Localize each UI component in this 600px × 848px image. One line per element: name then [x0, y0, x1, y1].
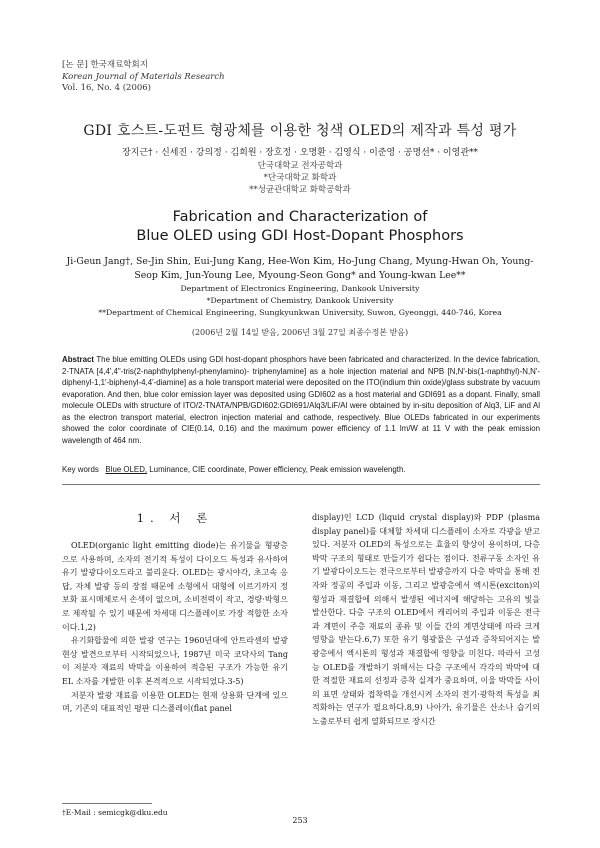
affiliation-en: *Department of Chemistry, Dankook University — [206, 296, 394, 305]
journal-name-ko: [논 문] 한국재료학회지 — [62, 60, 148, 70]
affiliation-ko: **성균관대학교 화학공학과 — [249, 185, 351, 195]
affiliations-en — [40, 283, 560, 319]
divider — [62, 484, 540, 485]
body-paragraph: OLED(organic light emitting diode)는 유기물을 형광층으로 사용하며, 소자의 전기적 특성이 다이오드 특성과 유사하여 유기 발광다이오드라고 불리운다. OLED는 광시야각, 초고속 응답, 자체 발광 등의 장점 때문에 소형에서 대형에 이르기까지 정보화 표시매체로서 손색이 없으며, 소비전력이 작고, 경량·박형으로 제작될 수 있기 때문에 차세대 디스플레이로 가장 적합한 소자이다.1,2) — [62, 541, 288, 632]
section-heading: 1. 서 론 — [136, 511, 214, 525]
journal-name-en: Korean Journal of Materials Research — [62, 71, 225, 82]
abstract-label: Abstract — [62, 355, 95, 364]
journal-volume: Vol. 16, No. 4 (2006) — [62, 83, 152, 93]
keywords-rest: Luminance, CIE coordinate, Power efficiency, Peak emission wavelength. — [147, 465, 406, 474]
received-dates: (2006년 2월 14일 받음, 2006년 3월 27일 최종수정본 받음) — [191, 328, 409, 337]
body-column-right — [312, 511, 540, 729]
paper-title-en — [0, 208, 600, 246]
body-paragraph: 저분자 발광 재료를 이용한 OLED는 현재 상용화 단계에 있으며, 기존의 대표적인 평판 디스플레이(flat panel — [62, 690, 288, 714]
affiliation-en: Department of Electronics Engineering, Dankook University — [180, 284, 420, 293]
journal-header — [62, 60, 225, 95]
footnote-divider — [62, 803, 152, 804]
affiliation-ko: *단국대학교 화학과 — [263, 173, 337, 183]
paper-title-ko: GDI 호스트-도펀트 형광체를 이용한 청색 OLED의 제작과 특성 평가 — [83, 123, 517, 139]
keywords-label: Key words — [62, 465, 99, 474]
page-number: 253 — [292, 816, 308, 825]
affiliations-ko — [0, 160, 600, 196]
keywords — [62, 465, 540, 474]
affiliation-ko: 단국대학교 전자공학과 — [257, 161, 343, 171]
paper-title-en-line: Blue OLED using GDI Host-Dopant Phosphors — [136, 228, 464, 244]
authors-ko: 장지근† · 신세진 · 강의정 · 김희원 · 장호정 · 오명환 · 김영식 · 이준영 · 공명선* · 이영관** — [121, 148, 479, 158]
abstract — [62, 354, 540, 446]
abstract-text: The blue emitting OLEDs using GDI host-dopant phosphors have been fabricated and characterized. In the device fabrication, 2-TNATA [4,4',4"-tris(2-naphthylphenyl-phenylamino)- triphenylamine] as a hole injection material and NPB [N,N'-bis(1-naphthyl)-N,N'-diphenyl-1,1'-biphenyl-4,4'-diamine] as a hole transport material were deposited on the ITO(indium thin oxide)/glass substrate by vacuum evaporation. And then, blue color emission layer was deposited using GDI602 as a host material and GDI691 as a dopant. Finally, small molecule OLEDs with structure of ITO/2-TNATA/NPB/GDI602:GDI691/Alq3/LiF/Al were obtained by in-situ deposition of Alq3, LiF and Al as the electron transport material, electron injection material and cathode, respectively. Blue OLEDs fabricated in our experiments showed the color coordinate of CIE(0.14, 0.16) and the maximum power efficiency of 1.1 lm/W at 11 V with the peak emission wavelength of 464 nm. — [62, 355, 540, 445]
affiliation-en: **Department of Chemical Engineering, Sungkyunkwan University, Suwon, Gyeonggi, 440-746, Korea — [98, 308, 502, 317]
keyword-blue-oled: Blue OLED, — [105, 465, 148, 474]
footnote-email: †E-Mail : semicgk@dku.edu — [62, 808, 168, 817]
authors-en: Ji-Geun Jang†, Se-Jin Shin, Eui-Jung Kang, Hee-Won Kim, Ho-Jung Chang, Myung-Hwan Oh, Young-Seop Kim, Jun-Young Lee, Myoung-Seon Gong* and Young-kwan Lee** — [66, 256, 534, 281]
body-paragraph: display)인 LCD (liquid crystal display)와 PDP (plasma display panel)를 대체할 차세대 디스플레이 소자로 각광을 받고 있다. 저분자 OLED의 특성으로는 효율의 향상이 용이하며, 다층 박막 구조의 형태로 만들기가 쉽다는 점이다. 전류구동 소자인 유기 발광다이오드는 전극으로부터 발광층까지 다층 박막을 통해 전자와 정공의 주입과 이동, 그리고 발광층에서 엑시톤(exciton)의 형성과 재결합에 의해서 발생된 에너지에 해당하는 고유의 빛을 발산한다. 다층 구조의 OLED에서 캐리어의 주입과 이동은 전극과 계면이 주층 재료의 종류 및 이들 간의 계면상태에 따라 크게 영향을 받는다.6,7) 또한 유기 형광물은 구성과 증착되어지는 발광층에서 엑시톤의 형성과 재결합에 영향을 미친다. 따라서 고성능 OLED를 개발하기 위해서는 다층 구조에서 각각의 박막에 대한 적절한 재료의 선정과 증착 실계가 중요하며, 이울 박막들 사이의 표면 상태와 접착력을 개선시켜 소자의 전기·광학적 특성을 최적화하는 연구가 필요하다.8,9) 나아가, 유기물은 산소나 습기의 노출로부터 쉽게 열화되므로 장시간 — [312, 513, 540, 726]
paper-title-en-line: Fabrication and Characterization of — [172, 209, 428, 225]
body-column-left — [62, 539, 288, 716]
body-paragraph: 유기화합물에 의한 발광 연구는 1960년대에 안트라센의 발광현상 발견으로부터 시작되었으나, 1987년 미국 코닥사의 Tang이 저분자 재료의 박막을 이용하여 적층된 구조가 가능한 유기 EL 소자를 개발한 이후 본격적으로 시작되었다.3-5) — [62, 636, 288, 686]
